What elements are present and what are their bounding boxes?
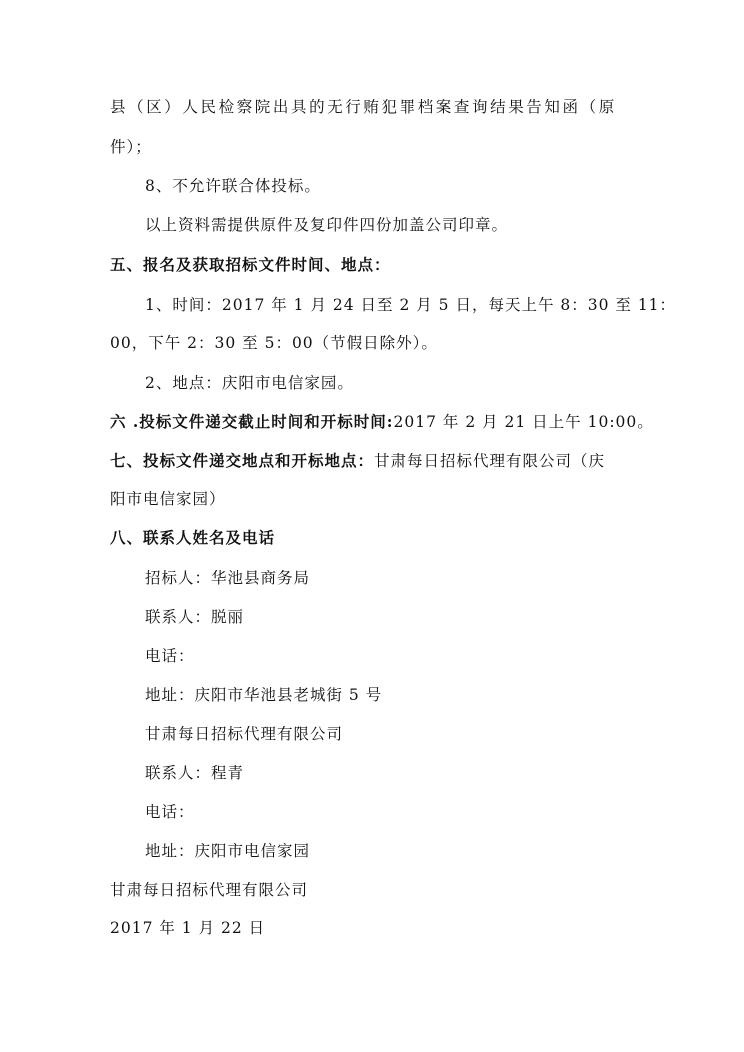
signature-date: 2017 年 1 月 22 日 — [110, 919, 266, 937]
agency-address: 地址：庆阳市电信家园 — [145, 842, 311, 860]
tenderer: 招标人：华池县商务局 — [145, 569, 311, 587]
item-8: 8、不允许联合体投标。 — [145, 177, 321, 195]
agency-name: 甘肃每日招标代理有限公司 — [145, 725, 344, 743]
section-7-value: 甘肃每日招标代理有限公司（庆 — [374, 452, 606, 470]
materials-note: 以上资料需提供原件及复印件四份加盖公司印章。 — [145, 216, 509, 234]
agency-phone: 电话： — [145, 803, 195, 821]
section-7-heading: 七、投标文件递交地点和开标地点： — [110, 451, 375, 470]
section-5-time-continued: 00，下午 2：30 至 5：00（节假日除外）。 — [110, 334, 438, 352]
paragraph-line: 件）； — [110, 138, 152, 156]
signature-organization: 甘肃每日招标代理有限公司 — [110, 881, 309, 899]
section-5-location: 2、地点：庆阳市电信家园。 — [145, 374, 354, 392]
paragraph-line: 县（区）人民检察院出具的无行贿犯罪档案查询结果告知函（原 — [110, 98, 617, 116]
section-6-heading: 六 .投标文件递交截止时间和开标时间: — [110, 412, 394, 431]
tenderer-address: 地址：庆阳市华池县老城街 5 号 — [145, 686, 383, 704]
section-6 — [110, 412, 654, 432]
section-5-time: 1、时间：2017 年 1 月 24 日至 2 月 5 日，每天上午 8：30 至 11： — [145, 296, 677, 314]
tenderer-contact: 联系人：脱丽 — [145, 608, 245, 626]
tenderer-phone: 电话： — [145, 647, 195, 665]
section-5-heading: 五、报名及获取招标文件时间、地点： — [110, 255, 391, 274]
section-8-heading: 八、联系人姓名及电话 — [110, 528, 276, 547]
agency-contact: 联系人：程青 — [145, 764, 245, 782]
section-7 — [110, 451, 640, 471]
section-7-value-continued: 阳市电信家园） — [110, 490, 226, 508]
section-6-value: 2017 年 2 月 21 日上午 10:00。 — [393, 413, 654, 431]
